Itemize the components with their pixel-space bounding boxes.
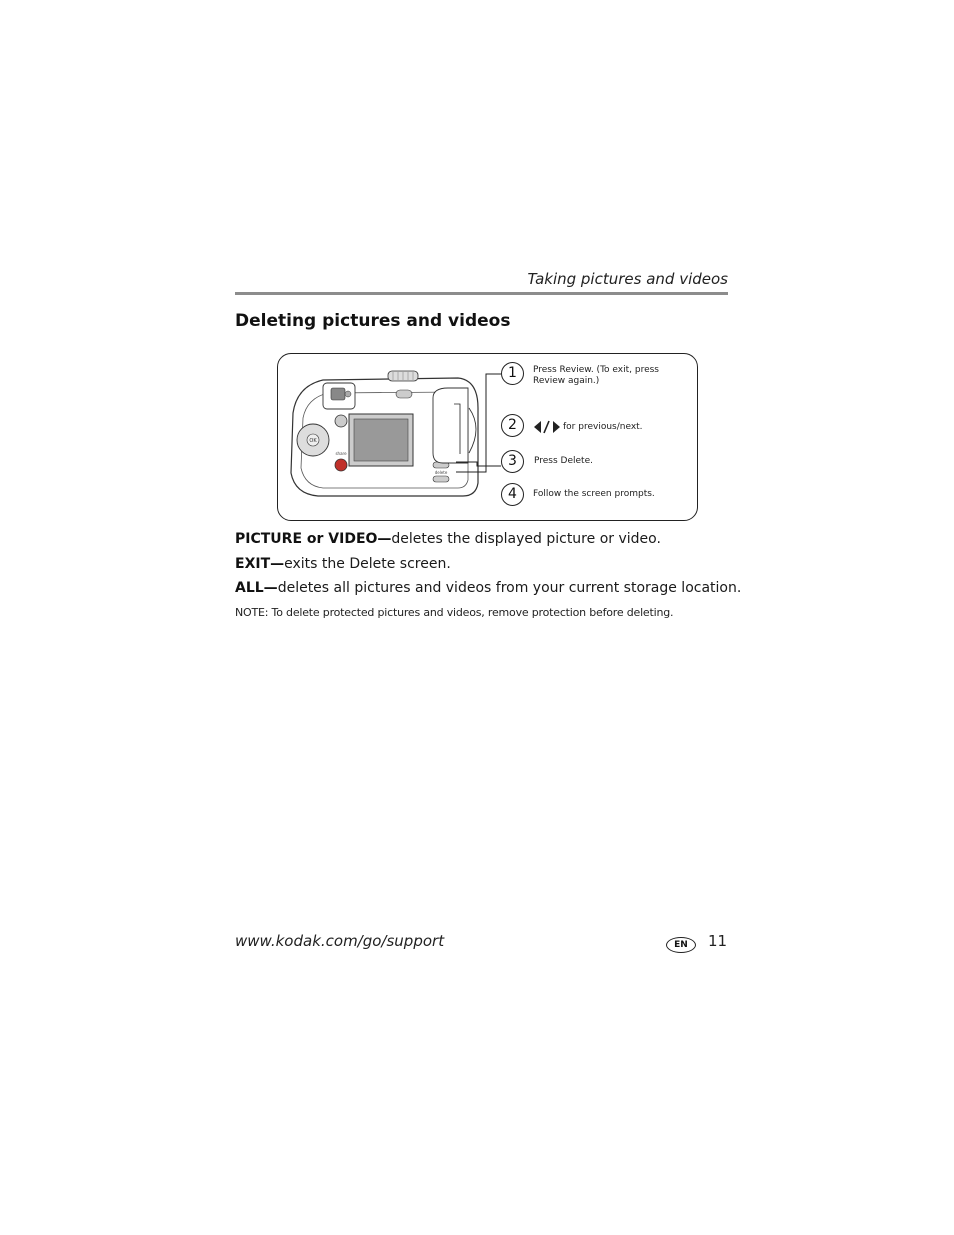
option-picture-or-video: PICTURE or VIDEO—deletes the displayed picture or video.: [235, 531, 661, 547]
step-1-number: 1: [501, 362, 524, 385]
step-4-text: Follow the screen prompts.: [533, 489, 655, 499]
page-number: 11: [708, 932, 728, 950]
step-3-number: 3: [501, 450, 524, 473]
ok-label: OK: [309, 438, 317, 444]
step-3-text: Press Delete.: [534, 456, 593, 466]
left-right-arrows-icon: [534, 420, 560, 434]
step-2-number: 2: [501, 414, 524, 437]
option-exit: EXIT—exits the Delete screen.: [235, 556, 451, 572]
camera-figure: [277, 353, 698, 521]
step-2-text: for previous/next.: [563, 422, 643, 432]
step-4-number: 4: [501, 483, 524, 506]
note: NOTE: To delete protected pictures and videos, remove protection before deleting.: [235, 606, 674, 619]
section-title: Deleting pictures and videos: [235, 311, 511, 331]
header-rule: [235, 292, 728, 295]
option-all: ALL—deletes all pictures and videos from your current storage location.: [235, 580, 742, 596]
language-badge: EN: [666, 937, 696, 953]
running-header: Taking pictures and videos: [527, 270, 728, 288]
support-url: www.kodak.com/go/support: [235, 932, 445, 950]
delete-label: delete: [434, 470, 448, 475]
step-1-text: Press Review. (To exit, press Review again.): [533, 365, 659, 386]
share-label: share: [335, 451, 347, 456]
